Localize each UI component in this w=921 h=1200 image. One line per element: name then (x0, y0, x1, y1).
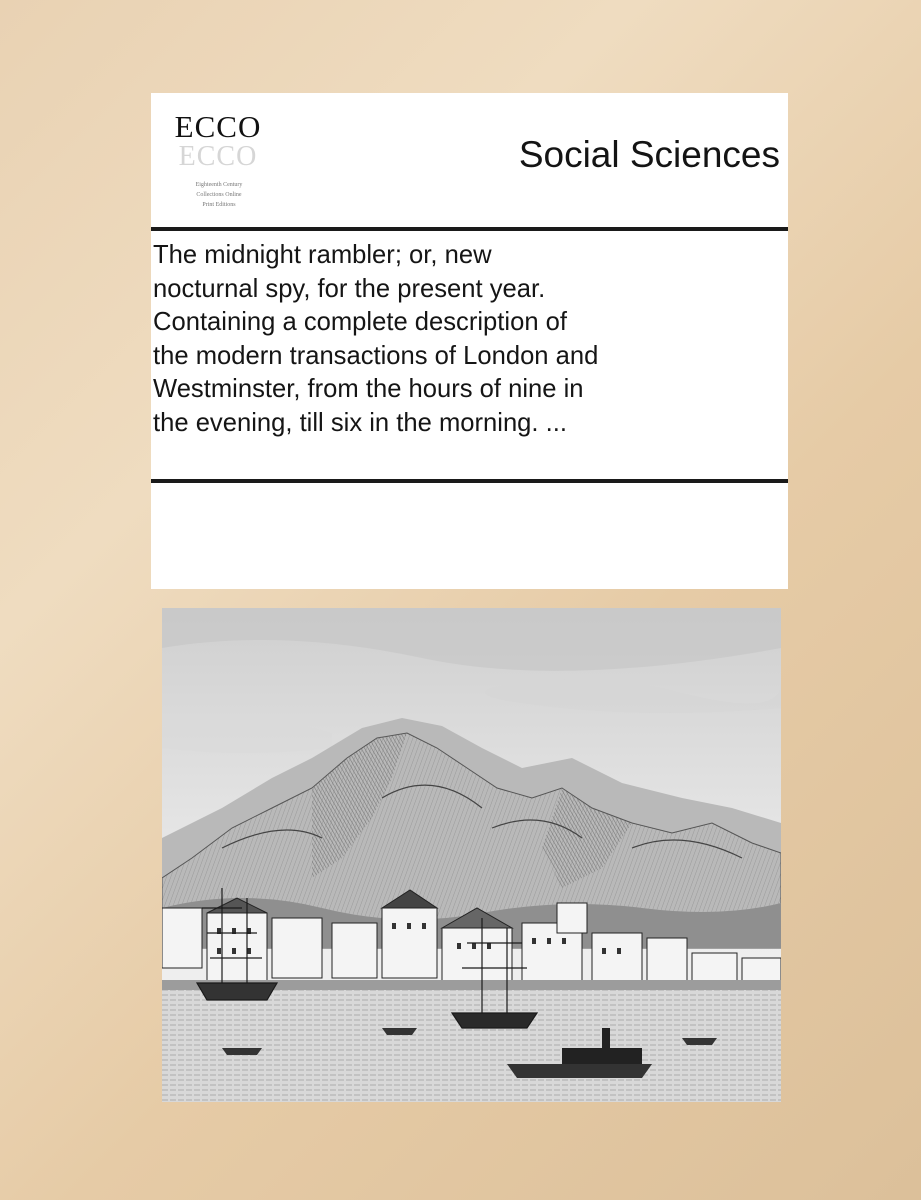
logo-line: Collections Online (196, 192, 242, 198)
cover-header (151, 93, 788, 226)
logo-line: Eighteenth Century (195, 182, 243, 188)
logo-echo: ECCO (178, 141, 258, 172)
engraving-drawing (162, 608, 781, 1102)
harbour-engraving (162, 608, 781, 1102)
book-title (153, 239, 787, 441)
water-ripples (162, 990, 781, 1102)
title-line: The midnight rambler; or, new (153, 241, 492, 269)
title-panel (151, 93, 788, 589)
ecco-logo (169, 105, 269, 217)
logo-mark: ECCO (174, 109, 262, 144)
title-line: Westminster, from the hours of nine in (153, 375, 584, 404)
logo-line: Print Editions (202, 202, 236, 208)
title-line: nocturnal spy, for the present year. (153, 274, 546, 303)
title-line: the modern transactions of London and (153, 341, 599, 370)
category-label: Social Sciences (518, 134, 780, 175)
top-rule (151, 227, 788, 231)
bottom-rule (151, 479, 788, 483)
title-line: Containing a complete description of (153, 308, 568, 337)
title-line: the evening, till six in the morning. ... (153, 408, 567, 437)
